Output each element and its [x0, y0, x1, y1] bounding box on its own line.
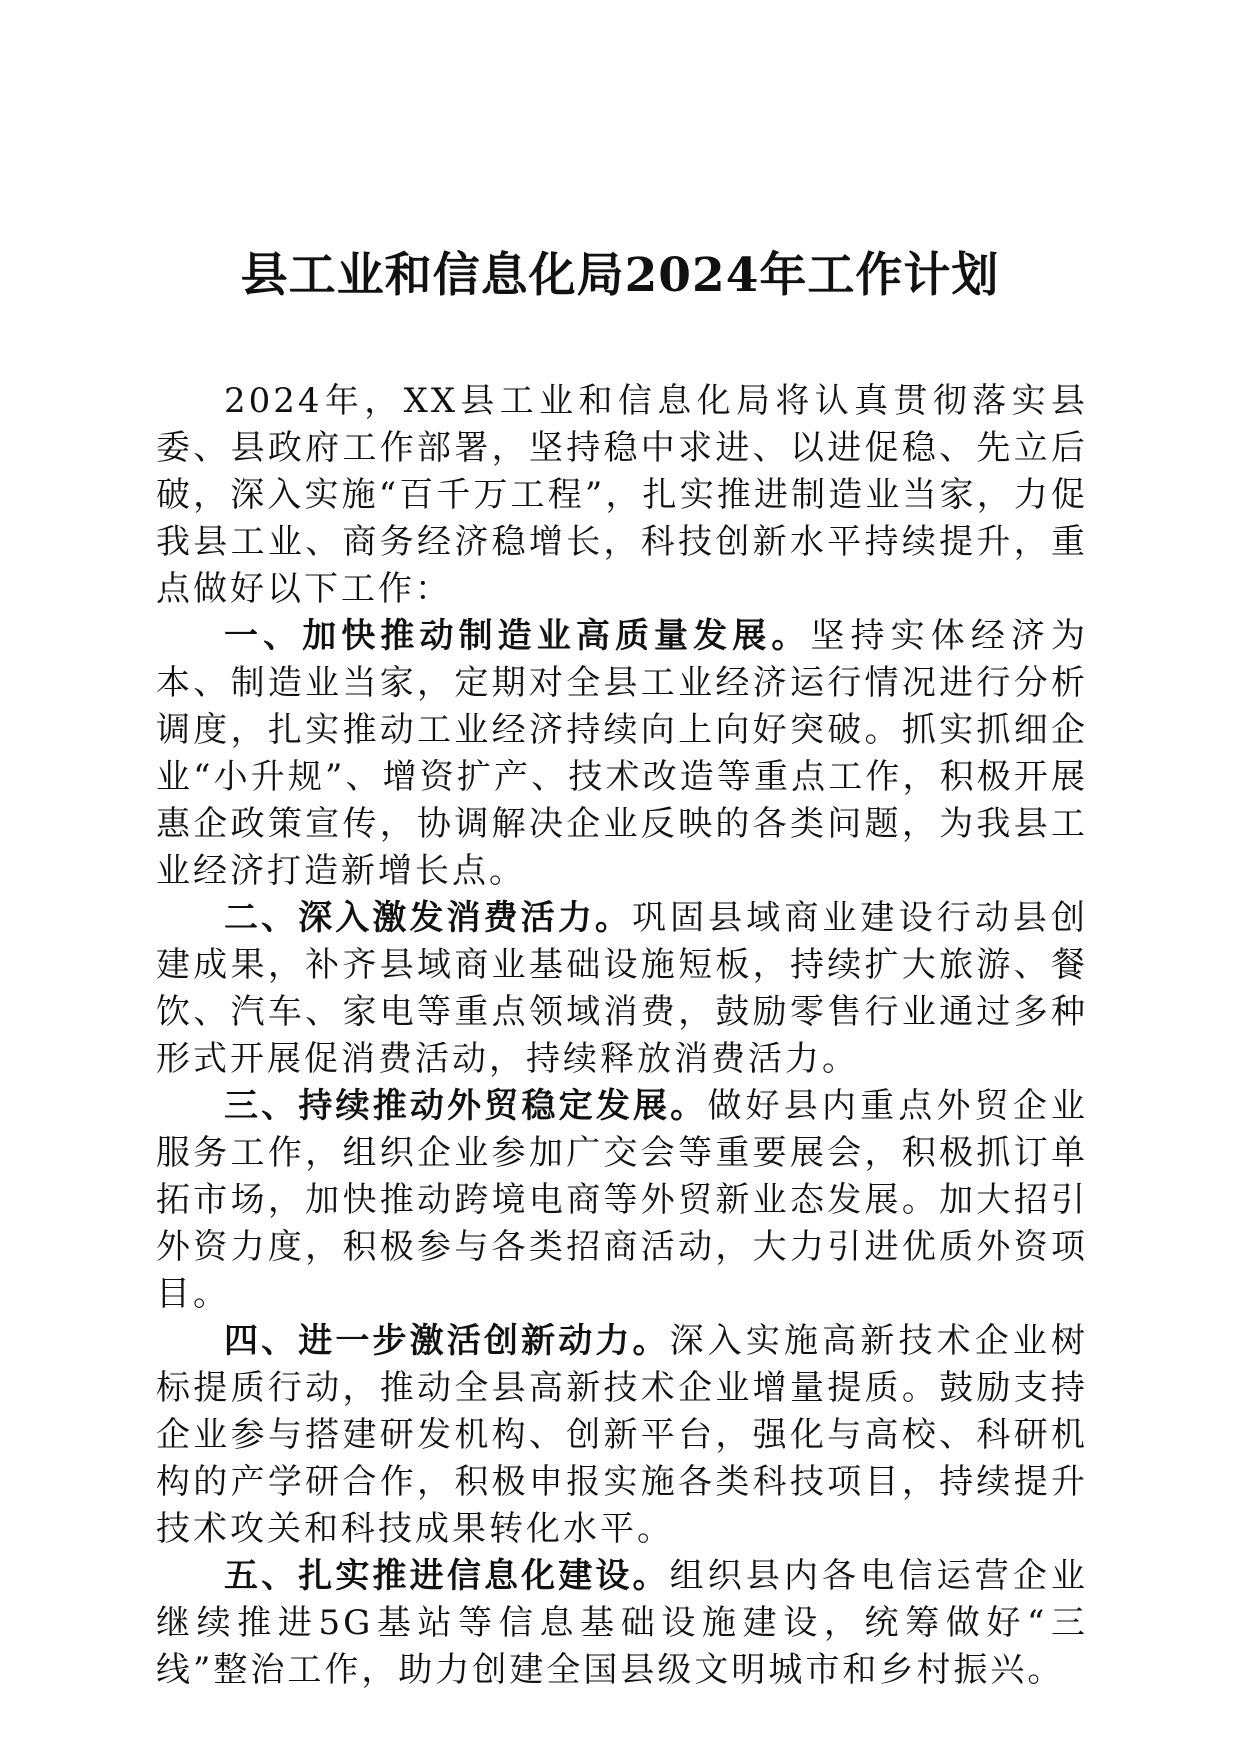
section-text-5: 组织县内各电信运营企业继续推进5G基站等信息基础设施建设，统筹做好“三线”整治工作，助力创建全国县级文明城市和乡村振兴。 — [156, 1556, 1089, 1690]
section-paragraph-5 — [156, 1553, 1088, 1694]
intro-paragraph: 2024年，XX县工业和信息化局将认真贯彻落实县委、县政府工作部署，坚持稳中求进、以进促稳、先立后破，深入实施“百千万工程”，扎实推进制造业当家，力促我县工业、商务经济稳增长，科技创新水平持续提升，重点做好以下工作： — [156, 381, 1088, 609]
section-paragraph-2 — [156, 895, 1088, 1083]
section-heading-1: 一、加快推动制造业高质量发展。 — [224, 616, 811, 656]
section-paragraph-4 — [156, 1318, 1088, 1553]
section-paragraph-3 — [156, 1083, 1088, 1318]
section-heading-3: 三、持续推动外贸稳定发展。 — [224, 1086, 708, 1126]
section-text-2: 巩固县域商业建设行动县创建成果，补齐县域商业基础设施短板，持续扩大旅游、餐饮、汽车、家电等重点领域消费，鼓励零售行业通过多种形式开展促消费活动，持续释放消费活力。 — [156, 898, 1088, 1079]
section-heading-5: 五、扎实推进信息化建设。 — [224, 1556, 670, 1596]
section-text-3: 做好县内重点外贸企业服务工作，组织企业参加广交会等重要展会，积极抓订单拓市场，加快推动跨境电商等外贸新业态发展。加大招引外资力度，积极参与各类招商活动，大力引进优质外资项目。 — [156, 1086, 1089, 1314]
section-heading-4: 四、进一步激活创新动力。 — [224, 1321, 670, 1361]
document-body — [156, 378, 1088, 1694]
section-heading-2: 二、深入激发消费活力。 — [224, 898, 632, 938]
document-title: 县工业和信息化局2024年工作计划 — [240, 248, 1000, 303]
section-paragraph-1 — [156, 613, 1088, 895]
section-text-1: 坚持实体经济为本、制造业当家，定期对全县工业经济运行情况进行分析调度，扎实推动工业经济持续向上向好突破。抓实抓细企业“小升规”、增资扩产、技术改造等重点工作，积极开展惠企政策宣传，协调解决企业反映的各类问题，为我县工业经济打造新增长点。 — [156, 616, 1089, 891]
section-text-4: 深入实施高新技术企业树标提质行动，推动全县高新技术企业增量提质。鼓励支持企业参与搭建研发机构、创新平台，强化与高校、科研机构的产学研合作，积极申报实施各类科技项目，持续提升技术攻关和科技成果转化水平。 — [156, 1321, 1089, 1549]
